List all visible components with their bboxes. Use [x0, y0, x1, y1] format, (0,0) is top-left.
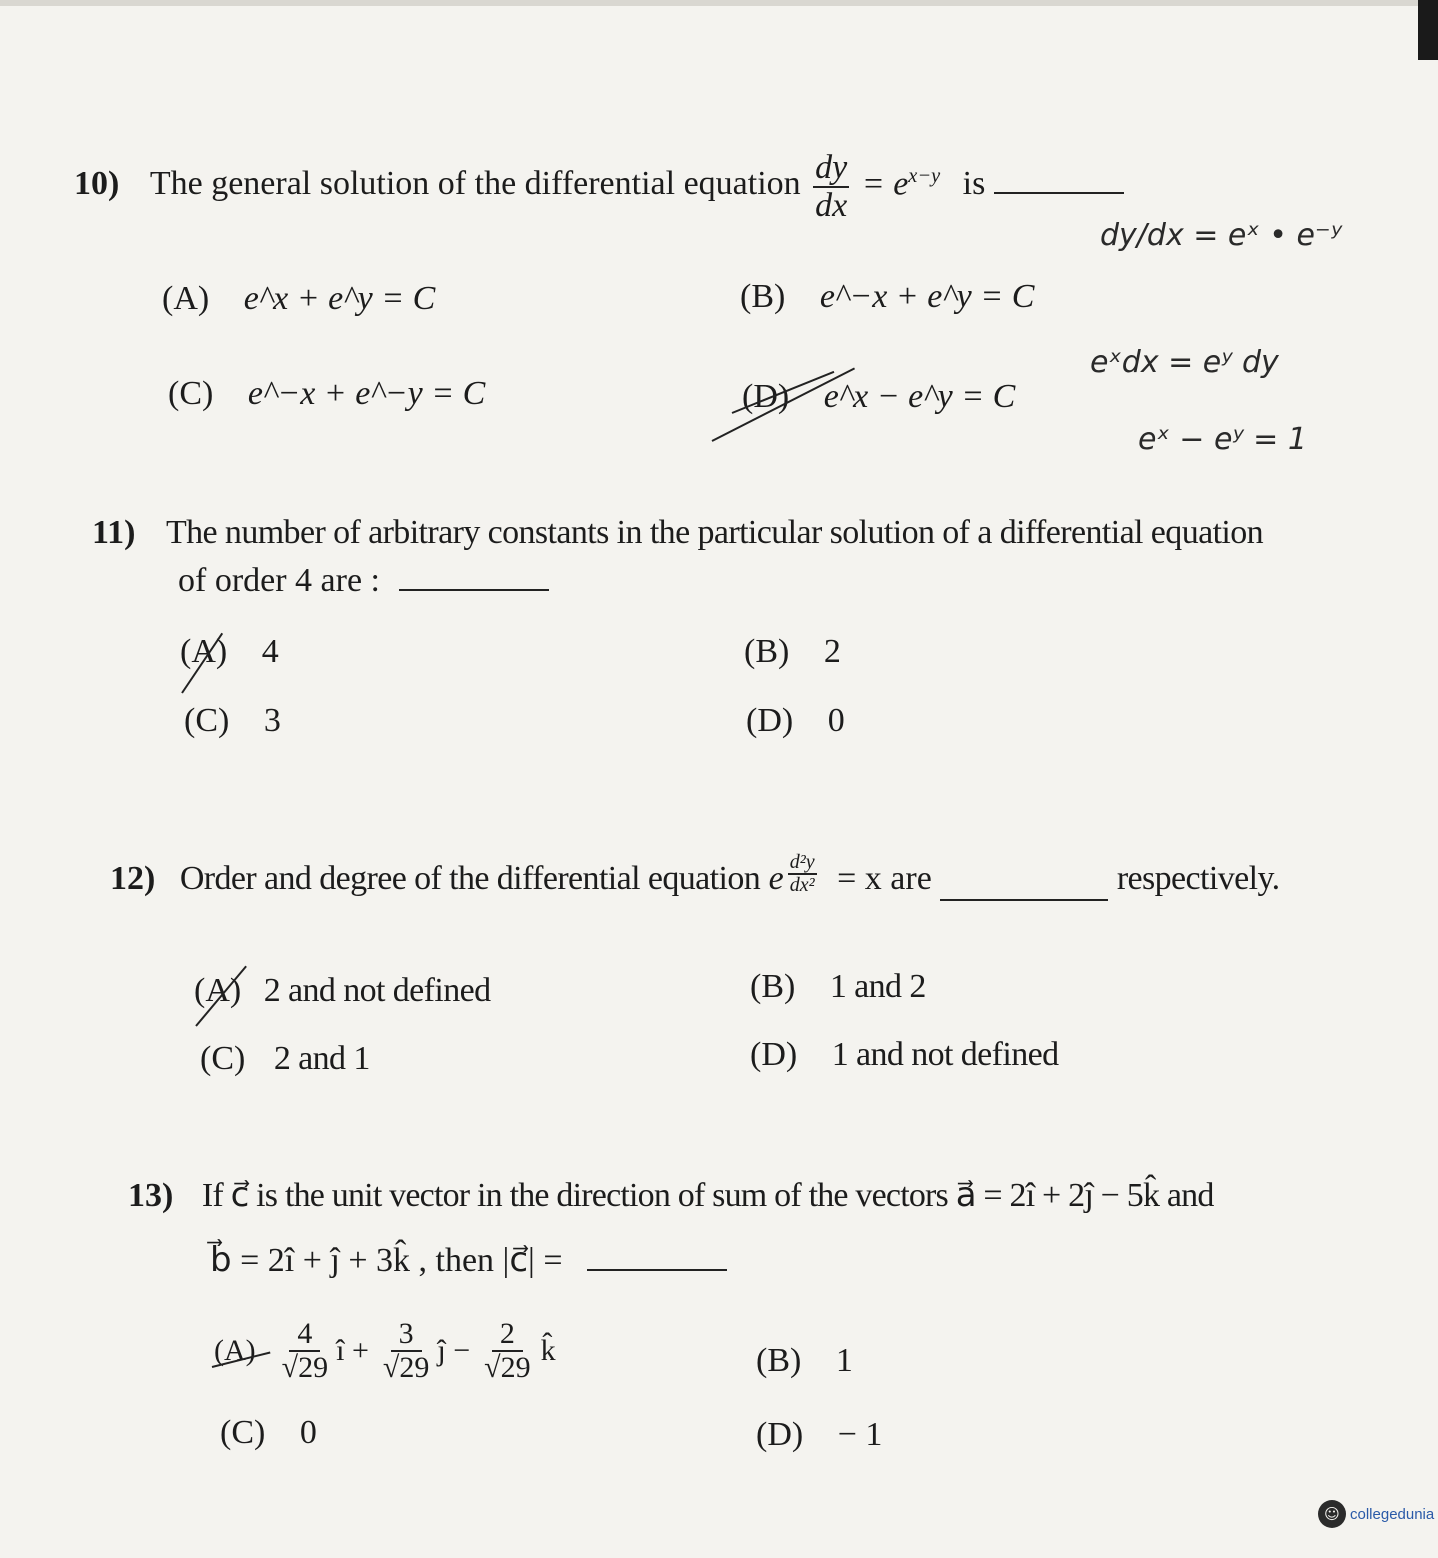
option-text: − 1: [837, 1416, 883, 1453]
page-top-edge: [0, 0, 1438, 6]
question-13: [128, 1175, 1214, 1218]
option-text: 2 and not defined: [263, 972, 491, 1009]
option-text: 2: [823, 633, 841, 670]
option-text: 1 and not defined: [831, 1036, 1059, 1073]
fraction-denominator: dx²: [789, 874, 815, 896]
unit-vector: k̂: [540, 1333, 556, 1367]
option-label: (A): [162, 280, 210, 317]
fraction-term: [484, 1318, 530, 1383]
fraction-numerator: dy: [815, 149, 848, 186]
page-corner-shadow: [1418, 0, 1438, 60]
option-label: (A): [180, 633, 228, 670]
question-number: 10): [74, 165, 120, 203]
equation-rhs: = x are: [837, 860, 932, 897]
q11-option-a: [180, 633, 279, 671]
q12-option-a: [194, 972, 491, 1010]
option-label: (B): [750, 968, 796, 1005]
answer-blank: [587, 1269, 727, 1271]
option-text: 4: [261, 633, 279, 670]
graduate-face-icon: ☺: [1318, 1500, 1346, 1528]
answer-blank: [940, 899, 1108, 901]
q13-option-c: [220, 1414, 317, 1452]
q10-option-b: [740, 278, 1034, 316]
option-label: (B): [756, 1342, 802, 1379]
q12-option-c: [200, 1040, 370, 1078]
q10-option-d: [742, 378, 1015, 416]
q12-option-b: [750, 968, 926, 1006]
question-10: [74, 150, 1124, 223]
question-13-line2: [210, 1240, 727, 1283]
option-text: e^x − e^y = C: [823, 378, 1016, 415]
question-11-line2: [178, 560, 549, 603]
handwritten-note: dy/dx = eˣ • e⁻ʸ: [1100, 218, 1342, 253]
fraction-numerator: 2: [492, 1318, 523, 1352]
option-text: 2 and 1: [273, 1040, 370, 1077]
unit-vector: ĵ −: [437, 1333, 471, 1367]
option-text: 0: [299, 1414, 317, 1451]
option-label: (A): [194, 972, 242, 1009]
option-text: e^−x + e^−y = C: [247, 375, 486, 412]
option-text: 1: [835, 1342, 853, 1379]
option-label: (D): [742, 378, 790, 415]
q11-option-d: [746, 702, 845, 740]
question-suffix: respectively.: [1116, 860, 1280, 897]
option-label: (B): [740, 278, 786, 315]
option-text: 1 and 2: [829, 968, 926, 1005]
option-label: (A): [214, 1333, 256, 1367]
handwritten-note: eˣ − eʸ = 1: [1138, 422, 1307, 457]
option-label: (D): [756, 1416, 804, 1453]
handwritten-note: eˣdx = eʸ dy: [1090, 345, 1279, 380]
question-number: 11): [92, 514, 136, 551]
equation-base: e: [768, 860, 784, 897]
watermark-text: collegedunia: [1350, 1505, 1435, 1523]
option-label: (C): [220, 1414, 266, 1451]
equation-exponent: x−y: [908, 165, 941, 188]
question-text: The number of arbitrary constants in the particular solution of a differential equation: [165, 514, 1264, 551]
q10-option-c: [168, 375, 485, 413]
derivative-fraction: [813, 150, 849, 223]
question-11: [92, 512, 1263, 555]
q12-option-d: [750, 1036, 1059, 1074]
fraction-numerator: 4: [289, 1318, 320, 1352]
fraction-term: [383, 1318, 429, 1383]
question-text: If c⃗ is the unit vector in the direction of sum of the vectors a⃗ = 2î + 2ĵ − 5k̂ and: [201, 1177, 1214, 1214]
question-suffix: is: [962, 165, 986, 203]
fraction-numerator: d²y: [789, 851, 815, 873]
q13-option-b: [756, 1342, 853, 1380]
option-text: e^−x + e^y = C: [819, 278, 1035, 315]
collegedunia-watermark: [1318, 1500, 1434, 1528]
question-text: of order 4 are :: [178, 562, 381, 599]
fraction-denominator: √29: [281, 1350, 329, 1384]
option-label: (C): [200, 1040, 246, 1077]
option-label: (D): [746, 702, 794, 739]
question-12: [110, 851, 1280, 901]
q13-option-a: [214, 1318, 556, 1383]
question-text: b⃗ = 2î + ĵ + 3k̂ , then |c⃗| =: [210, 1242, 563, 1279]
q13-option-d: [756, 1416, 882, 1454]
option-text: 3: [263, 702, 281, 739]
question-number: 12): [110, 860, 156, 897]
fraction-denominator: √29: [382, 1350, 430, 1384]
question-text: Order and degree of the differential equation: [179, 860, 761, 897]
option-text: 0: [827, 702, 845, 739]
fraction-denominator: dx: [815, 186, 848, 224]
fraction-denominator: √29: [484, 1350, 531, 1384]
q11-option-b: [744, 633, 841, 671]
option-label: (D): [750, 1036, 798, 1073]
answer-blank: [994, 192, 1124, 194]
option-label: (C): [168, 375, 214, 412]
unit-vector: î +: [336, 1333, 369, 1367]
option-text: e^x + e^y = C: [243, 280, 436, 317]
exponent-fraction: [788, 852, 817, 896]
q10-option-a: [162, 280, 435, 318]
answer-blank: [399, 589, 549, 591]
q11-option-c: [184, 702, 281, 740]
fraction-numerator: 3: [391, 1318, 422, 1352]
question-text: The general solution of the differential equation: [149, 165, 801, 203]
question-number: 13): [128, 1177, 174, 1214]
equation-rhs: = e: [861, 165, 909, 203]
option-label: (C): [184, 702, 230, 739]
fraction-term: [282, 1318, 328, 1383]
option-label: (B): [744, 633, 790, 670]
